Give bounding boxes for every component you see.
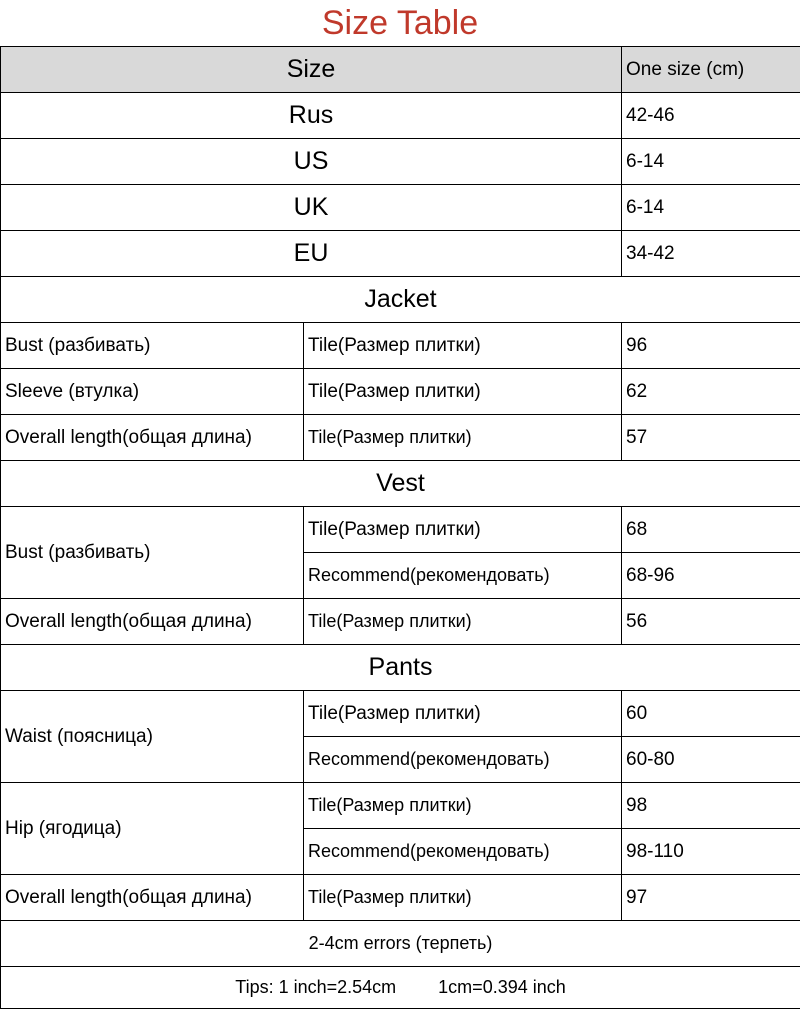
measure-value: 62 (622, 369, 800, 415)
size-row-uk (1, 185, 800, 231)
measure-value: 56 (622, 599, 800, 645)
measure-name: Bust (разбивать) (1, 507, 304, 599)
section-title-jacket: Jacket (1, 277, 800, 323)
measure-type: Tile(Размер плитки) (304, 783, 622, 829)
measure-value: 60 (622, 691, 800, 737)
tips-cm: 1cm=0.394 inch (438, 977, 566, 997)
measure-value: 98 (622, 783, 800, 829)
size-value: 6-14 (622, 185, 800, 231)
section-vest (1, 461, 800, 507)
size-row-rus (1, 93, 800, 139)
section-jacket (1, 277, 800, 323)
size-table (0, 46, 800, 1009)
table-row (1, 323, 800, 369)
measure-type: Tile(Размер плитки) (304, 507, 622, 553)
measure-value: 96 (622, 323, 800, 369)
measure-name: Overall length(общая длина) (1, 875, 304, 921)
error-note-row (1, 921, 800, 967)
table-row (1, 415, 800, 461)
section-pants (1, 645, 800, 691)
tips-cell (1, 967, 800, 1009)
size-row-us (1, 139, 800, 185)
size-value: 34-42 (622, 231, 800, 277)
one-size-header: One size (cm) (622, 47, 800, 93)
table-row (1, 369, 800, 415)
table-row (1, 783, 800, 829)
section-title-vest: Vest (1, 461, 800, 507)
measure-type: Tile(Размер плитки) (304, 691, 622, 737)
table-row (1, 599, 800, 645)
size-header-label: Size (1, 47, 622, 93)
table-row (1, 507, 800, 553)
measure-value: 60-80 (622, 737, 800, 783)
table-row (1, 875, 800, 921)
size-label: Rus (1, 93, 622, 139)
size-value: 42-46 (622, 93, 800, 139)
measure-value: 98-110 (622, 829, 800, 875)
measure-type: Recommend(рекомендовать) (304, 553, 622, 599)
error-note: 2-4cm errors (терпеть) (1, 921, 800, 967)
size-row-eu (1, 231, 800, 277)
measure-value: 68-96 (622, 553, 800, 599)
table-row (1, 691, 800, 737)
size-value: 6-14 (622, 139, 800, 185)
measure-name: Overall length(общая длина) (1, 599, 304, 645)
measure-name: Hip (ягодица) (1, 783, 304, 875)
measure-value: 57 (622, 415, 800, 461)
measure-type: Tile(Размер плитки) (304, 599, 622, 645)
section-title-pants: Pants (1, 645, 800, 691)
measure-name: Waist (поясница) (1, 691, 304, 783)
tips-inch: Tips: 1 inch=2.54cm (235, 977, 397, 997)
measure-type: Recommend(рекомендовать) (304, 737, 622, 783)
size-header-row (1, 47, 800, 93)
measure-type: Tile(Размер плитки) (304, 369, 622, 415)
page-title: Size Table (321, 4, 479, 42)
measure-type: Tile(Размер плитки) (304, 875, 622, 921)
size-label: EU (1, 231, 622, 277)
measure-type: Tile(Размер плитки) (304, 323, 622, 369)
measure-value: 68 (622, 507, 800, 553)
measure-type: Tile(Размер плитки) (304, 415, 622, 461)
measure-name: Sleeve (втулка) (1, 369, 304, 415)
measure-type: Recommend(рекомендовать) (304, 829, 622, 875)
size-label: US (1, 139, 622, 185)
size-label: UK (1, 185, 622, 231)
tips-row (1, 967, 800, 1009)
measure-name: Overall length(общая длина) (1, 415, 304, 461)
measure-name: Bust (разбивать) (1, 323, 304, 369)
measure-value: 97 (622, 875, 800, 921)
